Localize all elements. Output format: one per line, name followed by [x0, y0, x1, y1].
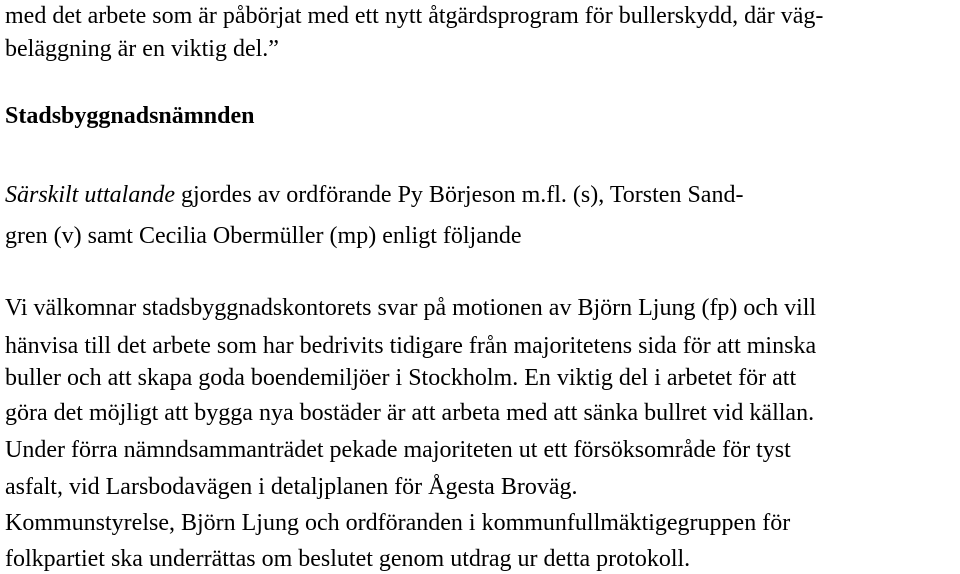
body-line: Under förra nämndsammanträdet pekade majoriteten ut ett försöksområde för tyst [5, 437, 791, 463]
section-heading: Stadsbyggnadsnämnden [5, 103, 255, 129]
body-line: asfalt, vid Larsbodavägen i detaljplanen för Ågesta Broväg. [5, 474, 578, 500]
quote-line-2: beläggning är en viktig del.” [5, 36, 279, 62]
body-line: Vi välkomnar stadsbyggnadskontorets svar på motionen av Björn Ljung (fp) och vill [5, 295, 817, 321]
body-line: Kommunstyrelse, Björn Ljung och ordföranden i kommunfullmäktigegruppen för [5, 510, 791, 536]
body-line: folkpartiet ska underrättas om beslutet genom utdrag ur detta protokoll. [5, 546, 691, 572]
statement-line-1 [5, 180, 743, 210]
statement-label: Särskilt uttalande [5, 182, 175, 208]
quote-line-1: med det arbete som är påbörjat med ett nytt åtgärdsprogram för bullerskydd, där väg- [5, 3, 824, 29]
statement-line-2: gren (v) samt Cecilia Obermüller (mp) enligt följande [5, 223, 522, 249]
body-line: buller och att skapa goda boendemiljöer i Stockholm. En viktig del i arbetet för att [5, 365, 797, 391]
body-line: hänvisa till det arbete som har bedrivits tidigare från majoritetens sida för att minska [5, 333, 817, 359]
statement-line-1-text: gjordes av ordförande Py Börjeson m.fl. (s), Torsten Sand- [175, 182, 744, 208]
body-line: göra det möjligt att bygga nya bostäder är att arbeta med att sänka bullret vid källan. [5, 400, 815, 426]
